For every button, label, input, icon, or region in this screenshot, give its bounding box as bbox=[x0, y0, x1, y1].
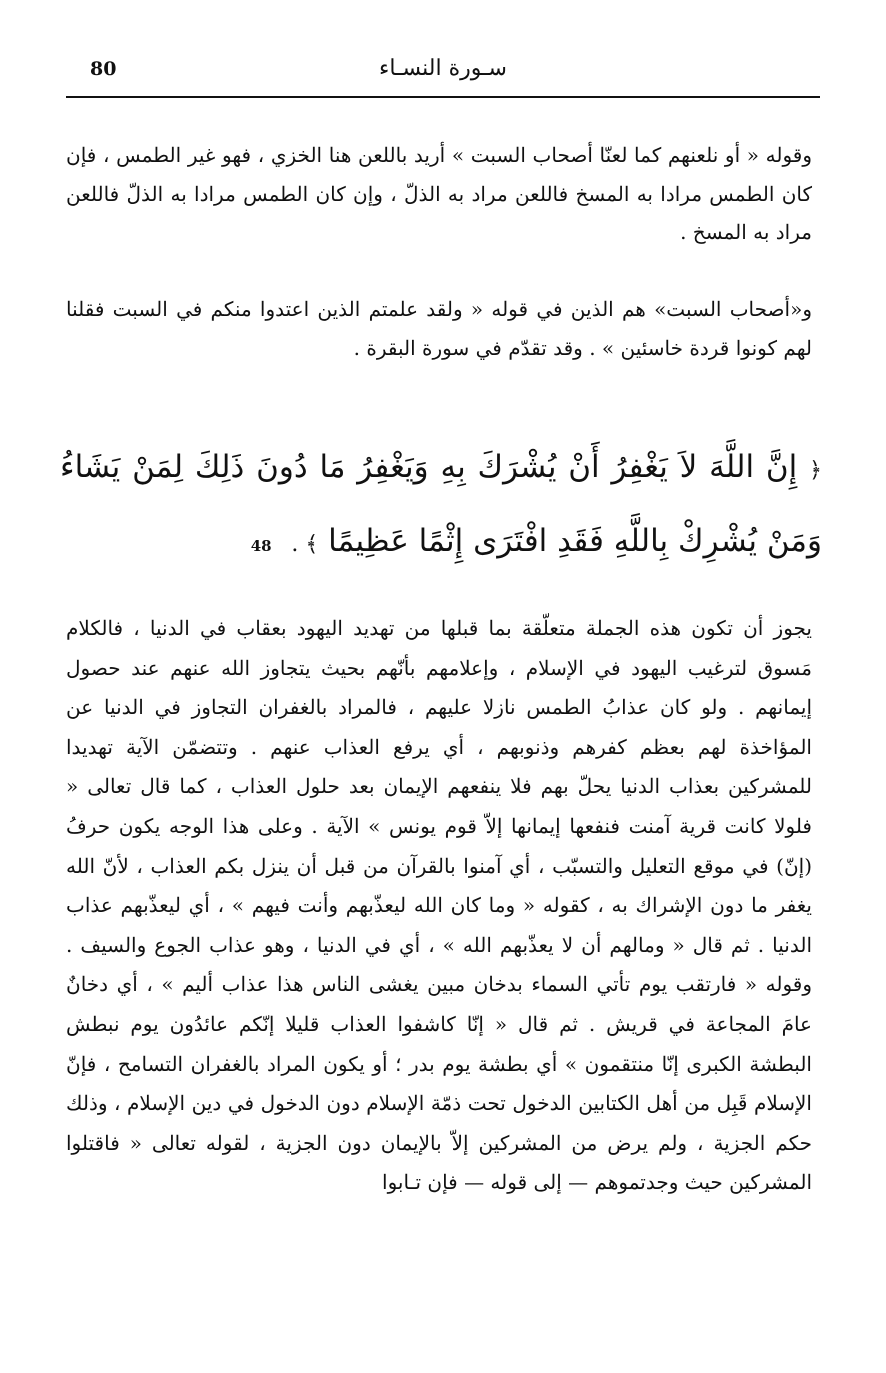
verse-number: 48 bbox=[250, 537, 272, 555]
commentary-paragraph: و«أصحاب السبت» هم الذين في قوله « ولقد علمتم الذين اعتدوا منكم في السبت فقلنا لهم كونوا قردة خاسئين » . وقد تقدّم في سورة البقرة . bbox=[66, 297, 812, 360]
page-header bbox=[66, 52, 820, 98]
surah-title: سـورة النسـاء bbox=[379, 56, 507, 81]
quran-verse bbox=[60, 432, 822, 581]
header-divider bbox=[66, 96, 820, 98]
commentary-paragraph: يجوز أن تكون هذه الجملة متعلّقة بما قبلها من تهديد اليهود بعقاب في الدنيا ، فالكلام مَسوق لترغيب اليهود في الإسلام ، وإعلامهم بأنّهم بحيث يتجاوز الله عنهم عند حصول إيمانهم . ولو كان عذابُ الطمس نازلا عليهم ، فالمراد بالغفران التجاوز في الدنيا عن المؤاخذة لهم بعظم كفرهم وذنوبهم ، أي يرفع العذاب عنهم . وتتضمّن الآية تهديدا للمشركين بعذاب الدنيا يحلّ بهم فلا ينفعهم الإيمان بعد حلول العذاب ، كما قال تعالى « فلولا كانت قرية آمنت فنفعها إيمانها إلاّ قوم يونس » الآية . وعلى هذا الوجه يكون حرفُ (إنّ) في موقع التعليل والتسبّب ، أي آمنوا بالقرآن من قبل أن ينزل بكم العذاب ، لأنّ الله يغفر ما دون الإشراك به ، كقوله « وما كان الله ليعذّبهم وأنت فيهم » ، أي ليعذّبهم عذاب الدنيا . ثم قال « ومالهم أن لا يعذّبهم الله » ، أي في الدنيا ، وهو عذاب الجوع والسيف . وقوله « فارتقب يوم تأتي السماء بدخان مبين يغشى الناس هذا عذاب أليم » ، أي دخانٌ عامَ المجاعة في قريش . ثم قال « إنّا كاشفوا العذاب قليلا إنّكم عائدُون يوم نبطش البطشة الكبرى إنّا منتقمون » أي بطشة يوم بدر ؛ أو يكون المراد بالغفران التسامح ، فإنّ الإسلام قَبِل من أهل الكتابين الدخول تحت ذمّة الإسلام دون الدخول في دين الإسلام ، وذلك حكم الجزية ، ولم يرض من المشركين إلاّ بالإيمان دون الجزية ، لقوله تعالى « فاقتلوا المشركين حيث وجدتموهم — إلى قوله — فإن تـابوا bbox=[66, 616, 812, 1195]
commentary-paragraph: وقوله « أو نلعنهم كما لعنّا أصحاب السبت » أريد باللعن هنا الخزي ، فهو غير الطمس ، فإن كان الطمس مرادا به المسخ فاللعن مراد به الذلّ ، وإن كان الطمس مرادا به الذلّ فاللعن مراد به المسخ . bbox=[66, 143, 812, 244]
verse-open-ornament: ﴿ bbox=[809, 458, 822, 483]
verse-close-ornament: ﴾ . bbox=[291, 532, 319, 557]
verse-text: إِنَّ اللَّهَ لاَ يَغْفِرُ أَنْ يُشْرَكَ بِهِ وَيَغْفِرُ مَا دُونَ ذَلِكَ لِمَنْ يَشَاءُ وَمَنْ يُشْرِكْ بِاللَّهِ فَقَدِ افْتَرَى إِثْمًا عَظِيمًا bbox=[60, 449, 822, 559]
page-number: 80 bbox=[90, 58, 117, 80]
